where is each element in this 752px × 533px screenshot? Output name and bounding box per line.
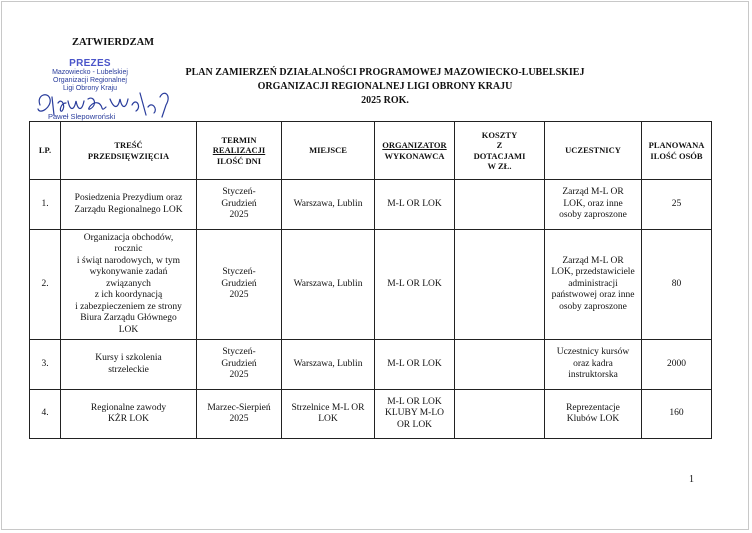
- cell-organizator: M-L OR LOK: [375, 340, 455, 390]
- header-termin: TERMIN REALIZACJI ILOŚĆ DNI: [197, 122, 282, 180]
- cell-uczestnicy: Reprezentacje Klubów LOK: [545, 390, 642, 439]
- table-row: [30, 230, 712, 340]
- table-header-row: [30, 122, 712, 180]
- header-tresc: TREŚĆ PRZEDSIĘWZIĘCIA: [61, 122, 197, 180]
- plan-table: [29, 121, 712, 439]
- cell-miejsce: Warszawa, Lublin: [282, 340, 375, 390]
- header-miejsce: MIEJSCE: [282, 122, 375, 180]
- cell-termin: Marzec-Sierpień 2025: [197, 390, 282, 439]
- cell-planowana: 2000: [642, 340, 712, 390]
- header-koszty: KOSZTY Z DOTACJAMI W ZŁ.: [455, 122, 545, 180]
- cell-miejsce: Strzelnice M-L OR LOK: [282, 390, 375, 439]
- stamp-title: PREZES: [69, 58, 111, 69]
- header-organizator: ORGANIZATOR WYKONAWCA: [375, 122, 455, 180]
- cell-organizator: M-L OR LOK: [375, 180, 455, 230]
- document-title: [160, 66, 610, 108]
- title-line-2: ORGANIZACJI REGIONALNEJ LIGI OBRONY KRAJU: [257, 81, 513, 92]
- table-row: [30, 340, 712, 390]
- cell-uczestnicy: Zarząd M-L OR LOK, oraz inne osoby zaproszone: [545, 180, 642, 230]
- cell-koszty: [455, 180, 545, 230]
- cell-termin: Styczeń- Grudzień 2025: [197, 230, 282, 340]
- cell-lp: 2.: [30, 230, 61, 340]
- title-line-3: 2025 ROK.: [361, 95, 409, 106]
- cell-uczestnicy: Zarząd M-L OR LOK, przedstawiciele administracji państwowej oraz inne osoby zaproszone: [545, 230, 642, 340]
- cell-koszty: [455, 340, 545, 390]
- cell-lp: 3.: [30, 340, 61, 390]
- cell-lp: 1.: [30, 180, 61, 230]
- header-planowana: PLANOWANA ILOŚĆ OSÓB: [642, 122, 712, 180]
- stamp-line-3: Ligi Obrony Kraju: [62, 85, 118, 92]
- page-number: 1: [689, 474, 694, 485]
- cell-tresc: Kursy i szkolenia strzeleckie: [61, 340, 197, 390]
- cell-planowana: 25: [642, 180, 712, 230]
- stamp-line-2: Organizacji Regionalnej: [53, 77, 127, 84]
- header-lp: LP.: [30, 122, 61, 180]
- table-row: [30, 390, 712, 439]
- cell-koszty: [455, 230, 545, 340]
- cell-uczestnicy: Uczestnicy kursów oraz kadra instruktorska: [545, 340, 642, 390]
- cell-miejsce: Warszawa, Lublin: [282, 230, 375, 340]
- stamp-signatory-name: Paweł Slepowroński: [48, 112, 116, 121]
- cell-lp: 4.: [30, 390, 61, 439]
- cell-tresc: Posiedzenia Prezydium oraz Zarządu Regionalnego LOK: [61, 180, 197, 230]
- stamp-line-1: Mazowiecko - Lubelskiej: [52, 69, 128, 76]
- cell-termin: Styczeń- Grudzień 2025: [197, 180, 282, 230]
- cell-organizator: M-L OR LOK KLUBY M-LO OR LOK: [375, 390, 455, 439]
- cell-tresc: Organizacja obchodów, rocznic i świąt narodowych, w tym wykonywanie zadań związanych z ich koordynacją i zabezpieczeniem ze strony Biura Zarządu Głównego LOK: [61, 230, 197, 340]
- cell-miejsce: Warszawa, Lublin: [282, 180, 375, 230]
- table-row: [30, 180, 712, 230]
- cell-planowana: 80: [642, 230, 712, 340]
- cell-termin: Styczeń- Grudzień 2025: [197, 340, 282, 390]
- approval-label: ZATWIERDZAM: [72, 37, 155, 48]
- cell-tresc: Regionalne zawody KŻR LOK: [61, 390, 197, 439]
- header-uczestnicy: UCZESTNICY: [545, 122, 642, 180]
- cell-planowana: 160: [642, 390, 712, 439]
- cell-koszty: [455, 390, 545, 439]
- title-line-1: PLAN ZAMIERZEŃ DZIAŁALNOŚCI PROGRAMOWEJ MAZOWIECKO-LUBELSKIEJ: [185, 67, 585, 78]
- cell-organizator: M-L OR LOK: [375, 230, 455, 340]
